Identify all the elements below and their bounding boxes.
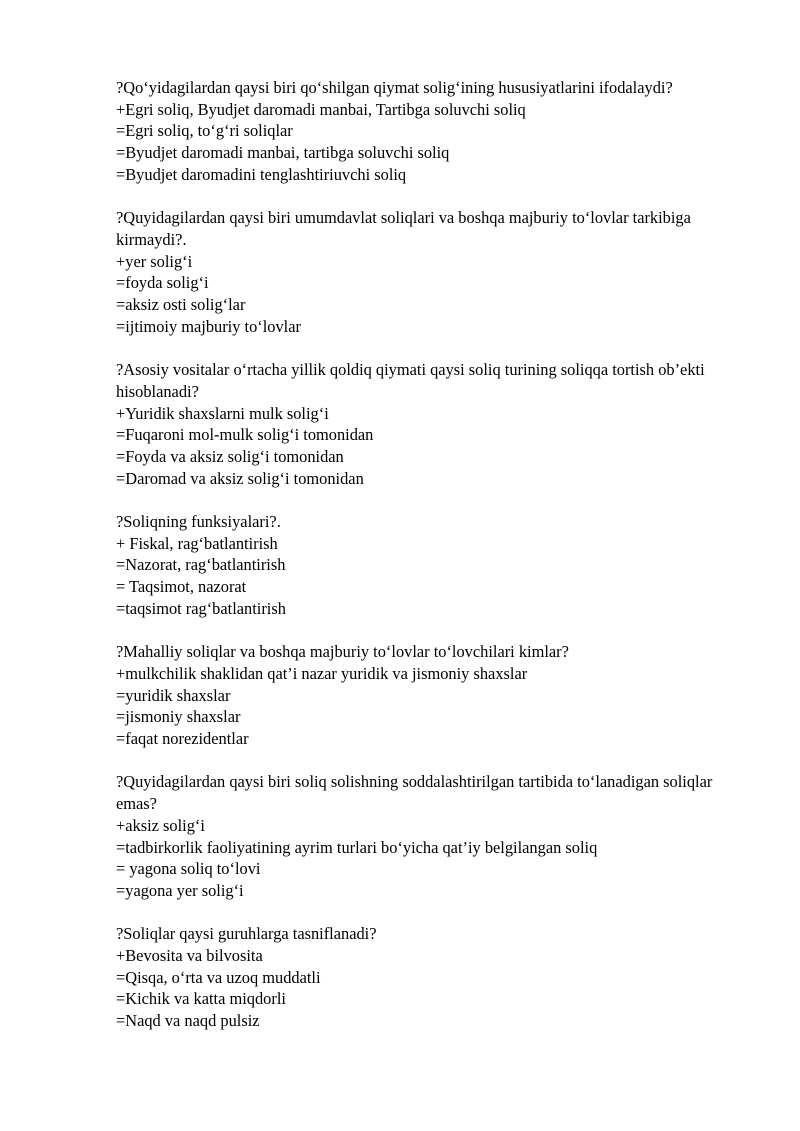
answer-option: =Daromad va aksiz solig‘i tomonidan [116,468,364,488]
answer-option: =Nazorat, rag‘batlantirish [116,555,286,575]
answer-option: =Egri soliq, to‘g‘ri soliqlar [116,121,293,141]
answer-option: =foyda solig‘i [116,273,209,293]
answer-option: =yuridik shaxslar [116,685,231,705]
answer-option: = yagona soliq to‘lovi [116,859,261,879]
answer-option: =jismoniy shaxslar [116,707,241,727]
question-block [116,511,756,620]
question-block [116,923,756,1032]
answer-option: =Foyda va aksiz solig‘i tomonidan [116,446,344,466]
answer-option: +aksiz solig‘i [116,815,205,835]
answer-option: +Egri soliq, Byudjet daromadi manbai, Tartibga soluvchi soliq [116,99,526,119]
answer-option: +Bevosita va bilvosita [116,946,263,966]
answer-option: =Qisqa, o‘rta va uzoq muddatli [116,967,321,987]
answer-option: =tadbirkorlik faoliyatining ayrim turlari bo‘yicha qat’iy belgilangan soliq [116,837,598,857]
answer-option: =faqat norezidentlar [116,729,249,749]
answer-option: =Naqd va naqd pulsiz [116,1011,260,1031]
question-block [116,77,756,186]
question-text: ?Mahalliy soliqlar va boshqa majburiy to‘lovlar to‘lovchilari kimlar? [116,642,569,662]
answer-option: =taqsimot rag‘batlantirish [116,598,286,618]
answer-option: =Kichik va katta miqdorli [116,989,286,1009]
question-block [116,641,756,750]
answer-option: =Byudjet daromadini tenglashtiriuvchi soliq [116,164,407,184]
answer-option: = Taqsimot, nazorat [116,577,247,597]
answer-option: + Fiskal, rag‘batlantirish [116,533,278,553]
question-text: ?Asosiy vositalar o‘rtacha yillik qoldiq qiymati qaysi soliq turining soliqqa tortish ob’ekti hisoblanadi? [116,360,709,401]
document-content [116,77,756,1054]
question-text: ?Quyidagilardan qaysi biri soliq solishning soddalashtirilgan tartibida to‘lanadigan soliqlar emas? [116,772,717,814]
answer-option: +Yuridik shaxslarni mulk solig‘i [116,403,329,423]
answer-option: =yagona yer solig‘i [116,880,244,900]
question-block [116,359,756,489]
answer-option: =Byudjet daromadi manbai, tartibga soluvchi soliq [116,143,450,163]
question-text: ?Soliqning funksiyalari?. [116,512,281,532]
question-text: ?Soliqlar qaysi guruhlarga tasniflanadi? [116,924,377,944]
answer-option: +mulkchilik shaklidan qat’i nazar yuridik va jismoniy shaxslar [116,663,528,683]
question-block [116,207,756,337]
answer-option: =Fuqaroni mol-mulk solig‘i tomonidan [116,425,374,445]
question-text: ?Quyidagilardan qaysi biri umumdavlat soliqlari va boshqa majburiy to‘lovlar tarkibiga kirmaydi?. [116,208,696,249]
question-text: ?Qo‘yidagilardan qaysi biri qo‘shilgan qiymat solig‘ining hususiyatlarini ifodalaydi? [116,78,673,97]
answer-option: =ijtimoiy majburiy to‘lovlar [116,316,301,336]
answer-option: =aksiz osti solig‘lar [116,295,246,315]
question-block [116,771,756,901]
answer-option: +yer solig‘i [116,251,193,271]
